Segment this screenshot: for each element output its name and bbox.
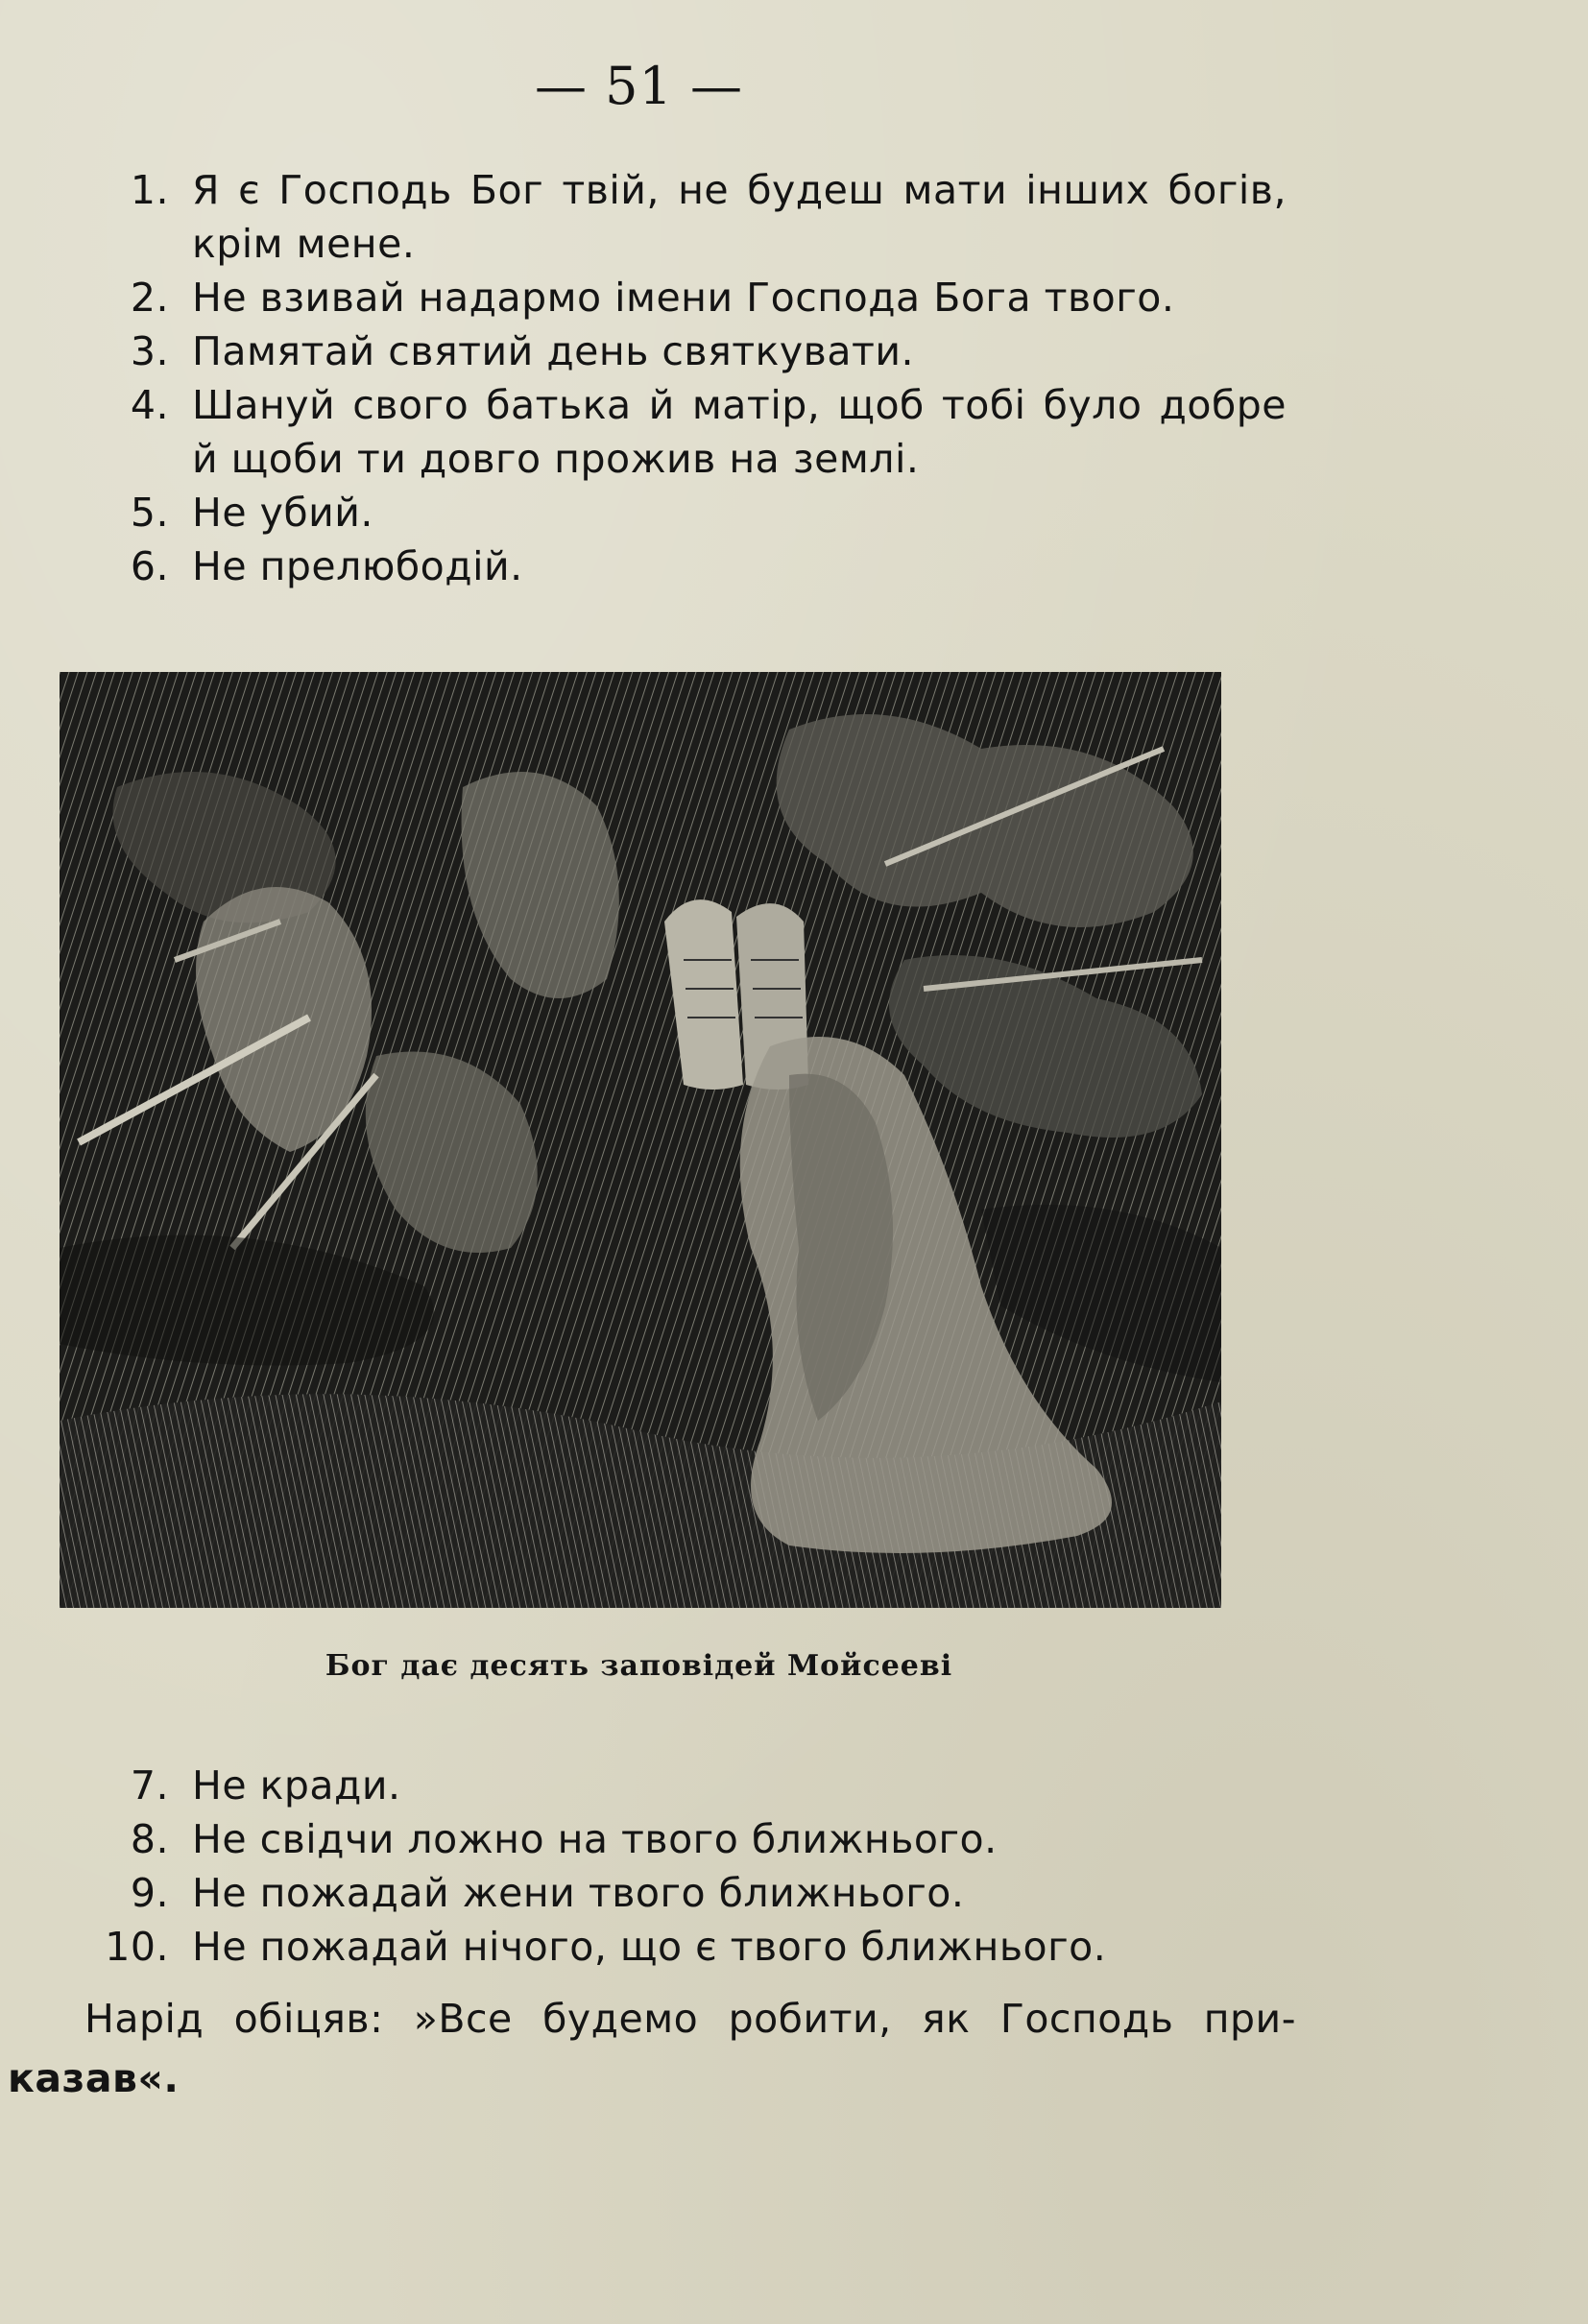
commandment-number: 5.: [130, 490, 169, 536]
commandments-list-bottom: [77, 1759, 1287, 1974]
commandment-item: [77, 1759, 1287, 1812]
commandment-text: Шануй свого батька й матір, щоб тобі було добре й щоби ти довго прожив на землі.: [192, 382, 1287, 482]
commandment-number: 2.: [130, 275, 169, 321]
commandment-item: [77, 1866, 1287, 1920]
closing-line-2: казав«.: [8, 2055, 180, 2101]
commandment-item: [77, 539, 1287, 593]
commandment-text: Не пожадай нічого, що є твого ближнього.: [192, 1924, 1107, 1970]
commandment-item: [77, 486, 1287, 539]
commandment-number: 4.: [130, 382, 169, 428]
closing-paragraph: [0, 1989, 1296, 2108]
commandment-number: 9.: [130, 1870, 169, 1916]
commandment-number: 1.: [130, 167, 169, 213]
commandment-number: 8.: [130, 1816, 169, 1862]
page-number: — 51 —: [534, 56, 744, 116]
engraving-picture: [60, 672, 1221, 1608]
commandment-number: 3.: [130, 328, 169, 374]
commandment-text: Памятай святий день святкувати.: [192, 328, 915, 374]
commandment-text: Не убий.: [192, 490, 373, 536]
commandment-item: [77, 271, 1287, 324]
commandment-text: Не кради.: [192, 1762, 401, 1809]
commandment-text: Не пожадай жени твого ближнього.: [192, 1870, 965, 1916]
commandment-number: 6.: [130, 543, 169, 589]
illustration-caption: Бог дає десять заповідей Мойсееві: [325, 1649, 953, 1683]
commandment-text: Не взивай надармо імени Господа Бога твого.: [192, 275, 1175, 321]
commandment-number: 7.: [130, 1762, 169, 1809]
commandment-item: [77, 324, 1287, 378]
commandment-text: Не свідчи ложно на твого ближнього.: [192, 1816, 998, 1862]
engraving-illustration: [60, 672, 1221, 1608]
closing-line-1: Нарід обіцяв: »Все будемо робити, як Господь при-: [84, 1996, 1296, 2042]
commandment-item: [77, 163, 1287, 271]
commandments-list-top: [77, 163, 1287, 593]
commandment-item: [77, 1812, 1287, 1866]
commandment-text: Я є Господь Бог твій, не будеш мати інших богів, крім мене.: [192, 167, 1287, 267]
commandment-text: Не прелюбодій.: [192, 543, 523, 589]
commandment-item: [77, 1920, 1287, 1974]
commandment-item: [77, 378, 1287, 486]
commandment-number: 10.: [105, 1924, 169, 1970]
